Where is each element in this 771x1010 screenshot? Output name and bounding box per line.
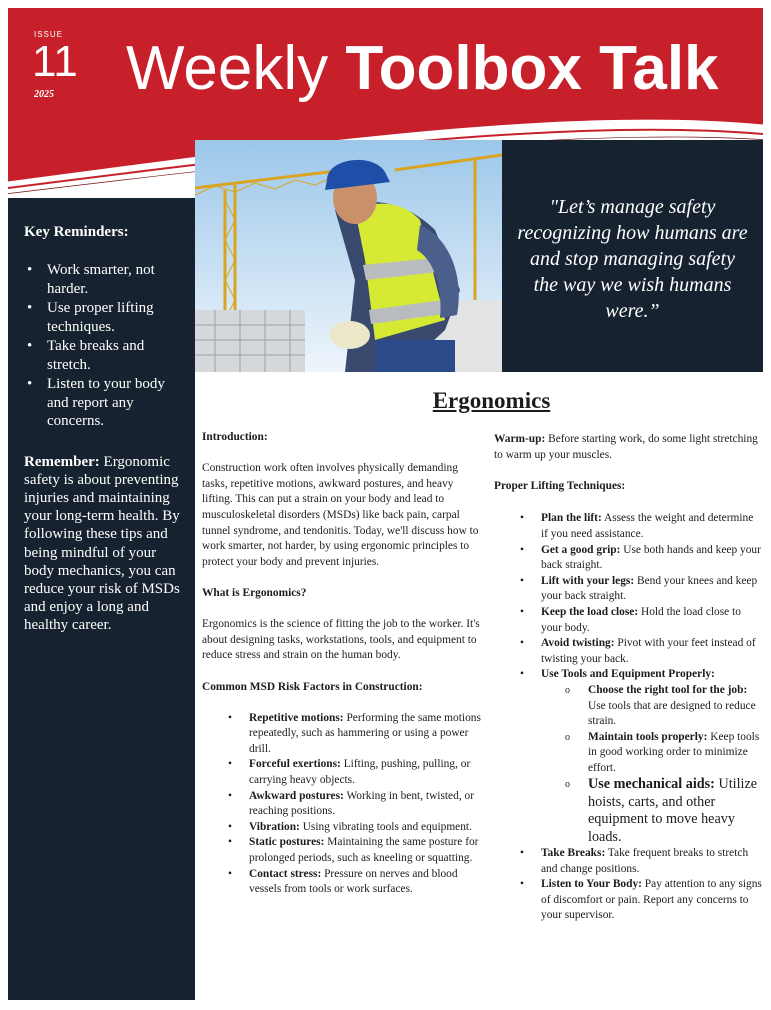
tools-heading: Use Tools and Equipment Properly: bbox=[541, 668, 715, 681]
risk-text: Performing the same motions repeatedly, such as hammering or using a power drill. bbox=[249, 711, 481, 755]
tools-term: Maintain tools properly: bbox=[588, 730, 708, 743]
tools-subitem bbox=[588, 776, 762, 846]
risk-item bbox=[249, 867, 482, 898]
risk-item bbox=[249, 757, 482, 788]
reminder-item: • Use proper lifting techniques. bbox=[24, 299, 181, 336]
lifting-term: Get a good grip: bbox=[541, 543, 621, 556]
construction-worker-back-pain-photo bbox=[195, 140, 502, 372]
lifting-text: Bend your knees and keep your back straight. bbox=[541, 574, 758, 603]
risk-text: Using vibrating tools and equipment. bbox=[299, 820, 472, 833]
risk-term: Forceful exertions: bbox=[249, 758, 341, 771]
risk-term: Static postures: bbox=[249, 836, 325, 849]
lifting-text: Use both hands and keep your back straight. bbox=[541, 543, 761, 572]
tools-subitem bbox=[588, 730, 762, 777]
final-item bbox=[541, 877, 762, 924]
risk-text: Maintaining the same posture for prolonged periods, such as kneeling or squatting. bbox=[249, 836, 479, 865]
risk-text: Working in bent, twisted, or reaching positions. bbox=[249, 789, 474, 818]
risk-term: Vibration: bbox=[249, 820, 300, 833]
tools-text: Use tools that are designed to reduce strain. bbox=[588, 699, 756, 728]
tools-text: Utilize hoists, carts, and other equipment to move heavy loads. bbox=[588, 776, 758, 845]
warmup-term: Warm-up: bbox=[494, 433, 546, 445]
title-bold: Toolbox Talk bbox=[345, 34, 719, 103]
tools-subitem bbox=[588, 683, 762, 730]
final-item bbox=[541, 846, 762, 877]
lifting-item bbox=[541, 511, 762, 542]
photo-illustration bbox=[195, 140, 502, 372]
article-right-column bbox=[494, 432, 762, 924]
risk-item bbox=[249, 835, 482, 866]
quote-box bbox=[502, 140, 763, 372]
reminder-item: • Take breaks and stretch. bbox=[24, 337, 181, 374]
intro-text: Construction work often involves physically demanding tasks, repetitive motions, awkward postures, and heavy lifting. This can put a strain on your body and lead to musculoskeletal disorders (MSDs) like back pain, carpal tunnel syndrome, and tendonitis. Today, we'll discuss how to work smarter, not harder, by using ergonomic principles to protect your body and prevent injuries. bbox=[202, 462, 479, 568]
issue-label: ISSUE bbox=[34, 30, 64, 39]
lifting-item bbox=[541, 636, 762, 667]
lifting-text: Pivot with your feet instead of twisting your back. bbox=[541, 637, 756, 665]
risk-item bbox=[249, 711, 482, 758]
sidebar bbox=[8, 198, 195, 1000]
risk-text: Lifting, pushing, pulling, or carrying heavy objects. bbox=[249, 758, 471, 787]
tools-term: Use mechanical aids: bbox=[588, 776, 715, 793]
tools-sublist bbox=[588, 683, 762, 846]
lifting-item bbox=[541, 574, 762, 605]
final-term: Listen to Your Body: bbox=[541, 878, 642, 891]
warmup-text: Before starting work, do some light stretching to warm up your muscles. bbox=[494, 433, 758, 461]
tools-term: Choose the right tool for the job: bbox=[588, 683, 748, 696]
final-text: Pay attention to any signs of discomfort or pain. Report any concerns to your supervisor. bbox=[541, 878, 762, 922]
remember-paragraph bbox=[24, 453, 181, 635]
remember-text: Ergonomic safety is about preventing injuries and maintaining your long-term health. By following these tips and being mindful of your body mechanics, you can reduce your risk of MSDs and enjoy a long and healthy career. bbox=[24, 453, 180, 634]
lifting-term: Avoid twisting: bbox=[541, 637, 615, 650]
lifting-text: Assess the weight and determine if you need assistance. bbox=[541, 512, 754, 540]
lifting-term: Lift with your legs: bbox=[541, 574, 635, 587]
what-text: Ergonomics is the science of fitting the job to the worker. It's about designing tasks, workstations, tools, and equipment to reduce stress and strain on the human body. bbox=[202, 618, 480, 662]
lifting-list bbox=[541, 511, 762, 924]
final-term: Take Breaks: bbox=[541, 847, 606, 860]
warmup-paragraph bbox=[494, 432, 762, 463]
tools-item bbox=[541, 667, 762, 846]
lifting-term: Plan the lift: bbox=[541, 512, 602, 525]
safety-quote: "Let’s manage safety recognizing how humans are and stop managing safety the way we wish humans were.” bbox=[517, 196, 748, 322]
lifting-item bbox=[541, 605, 762, 636]
final-text: Take frequent breaks to stretch and change positions. bbox=[541, 847, 749, 875]
page-title bbox=[126, 34, 719, 103]
tools-text: Keep tools in good working order to minimize effort. bbox=[588, 730, 760, 774]
article-title: Ergonomics bbox=[432, 388, 551, 413]
reminder-item: • Listen to your body and report any concerns. bbox=[24, 375, 181, 431]
reminder-list bbox=[24, 261, 181, 431]
article-left-column bbox=[202, 430, 482, 898]
remember-label: Remember: bbox=[24, 453, 100, 470]
risk-heading: Common MSD Risk Factors in Construction: bbox=[202, 680, 423, 693]
risk-term: Repetitive motions: bbox=[249, 711, 344, 724]
what-heading: What is Ergonomics? bbox=[202, 586, 307, 599]
risk-list bbox=[249, 711, 482, 898]
risk-item bbox=[249, 789, 482, 820]
lifting-heading: Proper Lifting Techniques: bbox=[494, 479, 626, 492]
reminder-item: • Work smarter, not harder. bbox=[24, 261, 181, 298]
risk-term: Contact stress: bbox=[249, 867, 322, 880]
intro-heading: Introduction: bbox=[202, 431, 268, 443]
risk-term: Awkward postures: bbox=[249, 789, 344, 802]
title-light: Weekly bbox=[126, 34, 346, 103]
issue-number: 11 bbox=[32, 37, 78, 86]
lifting-term: Keep the load close: bbox=[541, 605, 639, 618]
lifting-text: Hold the load close to your body. bbox=[541, 605, 741, 634]
issue-year: 2025 bbox=[34, 89, 54, 100]
lifting-item bbox=[541, 543, 762, 574]
risk-item bbox=[249, 820, 482, 836]
key-reminders-heading: Key Reminders: bbox=[24, 224, 129, 240]
risk-text: Pressure on nerves and blood vessels from tools or work surfaces. bbox=[249, 867, 458, 896]
